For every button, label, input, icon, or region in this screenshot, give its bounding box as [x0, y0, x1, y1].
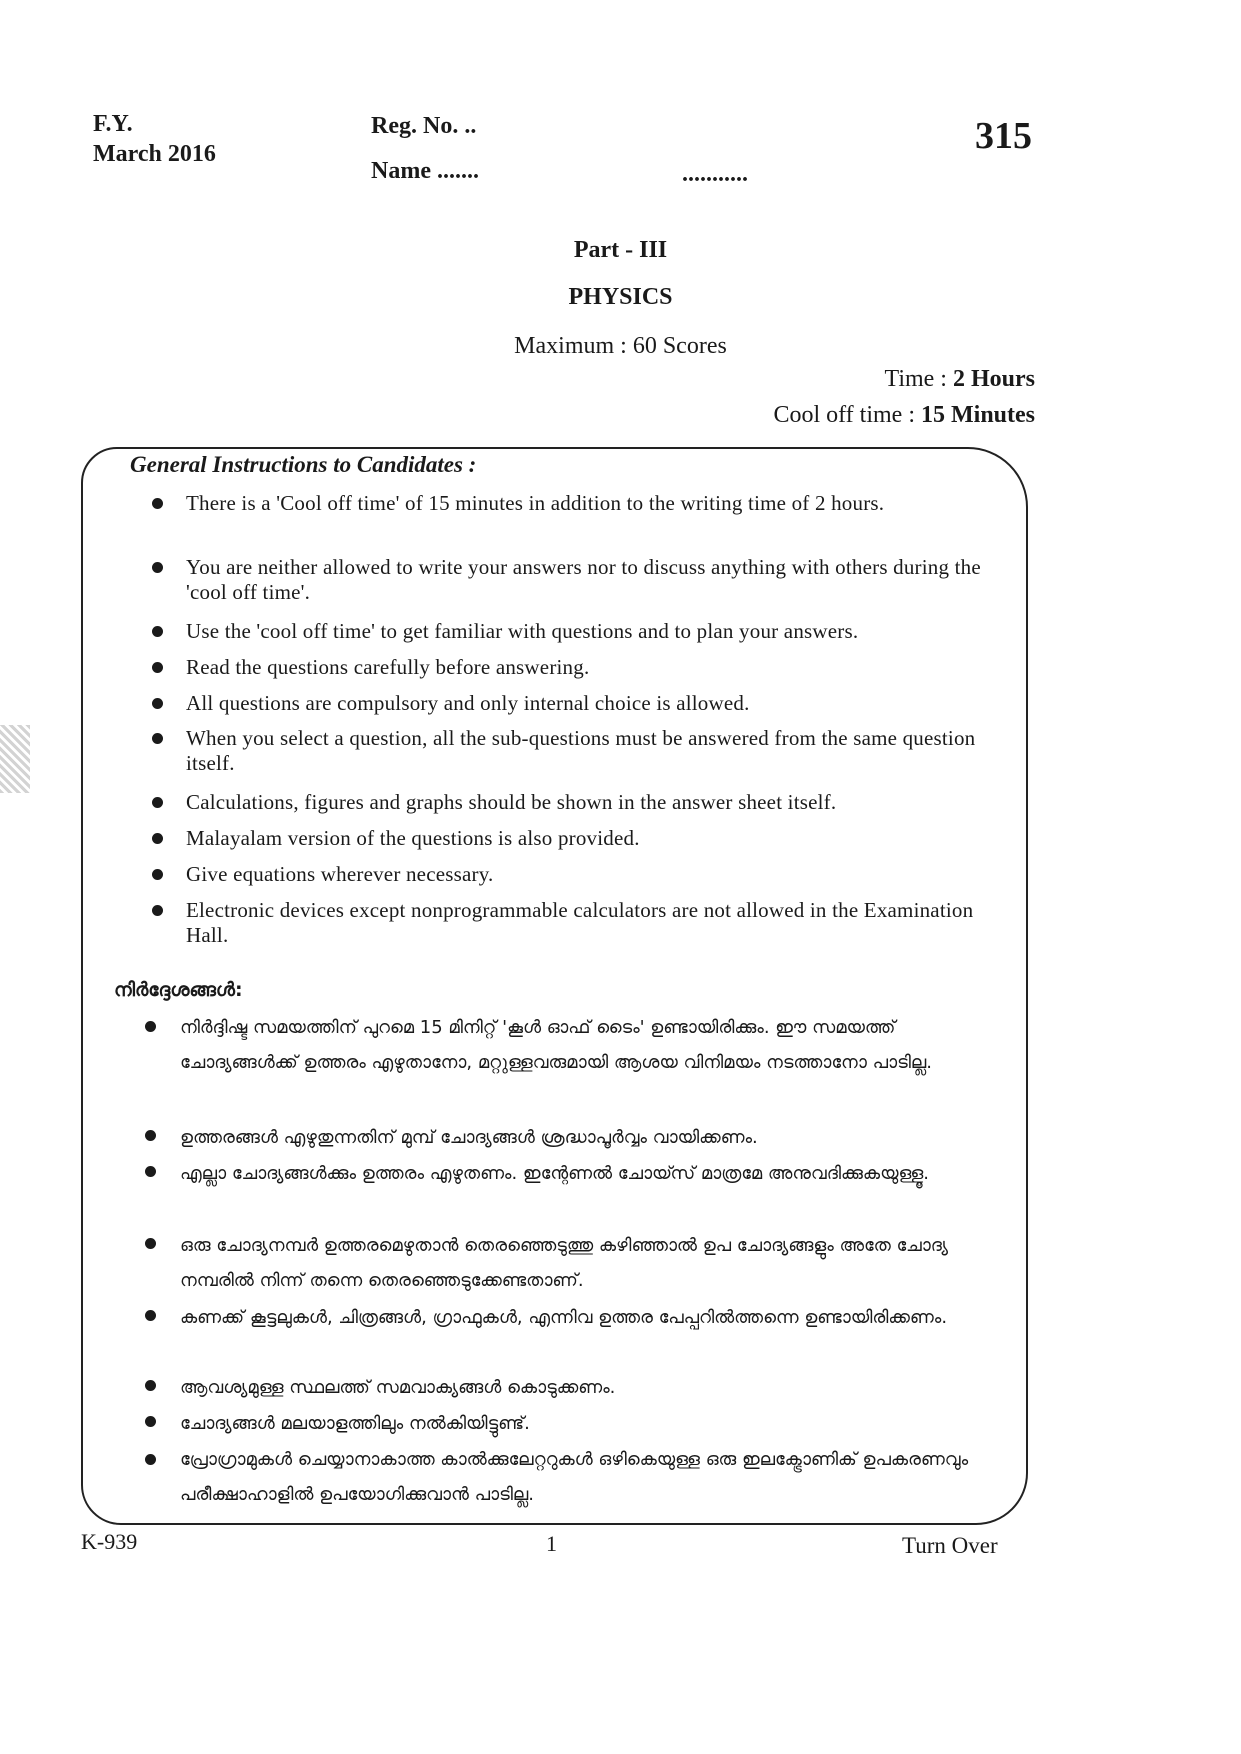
- reg-no-label: Reg. No. ..: [371, 113, 477, 139]
- name-label: Name .......: [371, 158, 479, 184]
- instruction-item: എല്ലാ ചോദ്യങ്ങൾക്കും ഉത്തരം എഴുതണം. ഇന്റേണൽ ചോയ്സ് മാത്രമേ അനുവദിക്കുകയുള്ളൂ.: [180, 1163, 930, 1184]
- bullet-icon: [152, 498, 163, 509]
- bullet-icon: [145, 1130, 156, 1141]
- part-title: Part - III: [573, 237, 668, 263]
- bullet-icon: [145, 1380, 156, 1391]
- instruction-item: Electronic devices except nonprogrammable calculators are not allowed in the Examination Hall.: [186, 898, 974, 947]
- bullet-icon: [152, 905, 163, 916]
- instruction-item: ആവശ്യമുള്ള സ്ഥലത്ത് സമവാക്യങ്ങൾ കൊടുക്കണം.: [180, 1377, 616, 1398]
- bullet-icon: [152, 662, 163, 673]
- maximum-score: Maximum : 60 Scores: [514, 333, 727, 359]
- paper-code: 315: [975, 115, 1032, 157]
- instruction-item: ചോദ്യങ്ങൾ മലയാളത്തിലും നൽകിയിട്ടുണ്ട്.: [180, 1413, 530, 1434]
- footer-paper-code: K-939: [81, 1529, 138, 1554]
- bullet-icon: [152, 626, 163, 637]
- name-dots: ...........: [682, 161, 748, 187]
- subject-title: PHYSICS: [568, 284, 673, 310]
- instruction-item: Calculations, figures and graphs should be shown in the answer sheet itself.: [186, 790, 837, 814]
- instruction-item: നിർദ്ദിഷ്ട സമയത്തിന് പുറമെ 15 മിനിറ്റ് 'കൂൾ ഓഫ് ടൈം' ഉണ്ടായിരിക്കും. ഈ സമയത്ത് ചോദ്യങ്ങൾക്ക് ഉത്തരം എഴുതാനോ, മറ്റുള്ളവരുമായി ആശയ വിനിമയം നടത്താനോ പാടില്ല.: [180, 1017, 932, 1073]
- bullet-icon: [152, 833, 163, 844]
- time-label: Time :: [884, 366, 953, 392]
- bullet-icon: [152, 869, 163, 880]
- bullet-icon: [152, 698, 163, 709]
- instruction-item: When you select a question, all the sub-questions must be answered from the same question itself.: [186, 726, 976, 775]
- page-number: 1: [546, 1531, 557, 1556]
- time-value: 2 Hours: [952, 366, 1035, 392]
- stream-label: F.Y.: [93, 111, 133, 137]
- bullet-icon: [145, 1166, 156, 1177]
- english-instructions-heading: General Instructions to Candidates :: [130, 452, 477, 477]
- instruction-item: Read the questions carefully before answering.: [186, 655, 590, 679]
- instruction-item: ഉത്തരങ്ങൾ എഴുതുന്നതിന് മുമ്പ് ചോദ്യങ്ങൾ ശ്രദ്ധാപൂർവ്വം വായിക്കണം.: [180, 1127, 758, 1148]
- time-allowed: [885, 366, 1036, 393]
- turn-over-label: Turn Over: [902, 1533, 998, 1558]
- bullet-icon: [145, 1238, 156, 1249]
- instruction-item: There is a 'Cool off time' of 15 minutes in addition to the writing time of 2 hours.: [186, 491, 885, 515]
- instruction-item: Malayalam version of the questions is also provided.: [186, 826, 640, 850]
- instruction-item: ഒരു ചോദ്യനമ്പർ ഉത്തരമെഴുതാൻ തെരഞ്ഞെടുത്തു കഴിഞ്ഞാൽ ഉപ ചോദ്യങ്ങളും അതേ ചോദ്യ നമ്പരിൽ നിന്ന് തന്നെ തെരഞ്ഞെടുക്കേണ്ടതാണ്.: [180, 1235, 948, 1291]
- bullet-icon: [145, 1021, 156, 1032]
- bullet-icon: [145, 1454, 156, 1465]
- bullet-icon: [152, 733, 163, 744]
- bullet-icon: [145, 1416, 156, 1427]
- exam-session: March 2016: [93, 141, 216, 167]
- instruction-item: Give equations wherever necessary.: [186, 862, 494, 886]
- bullet-icon: [152, 797, 163, 808]
- instruction-item: കണക്ക് കൂട്ടലുകൾ, ചിത്രങ്ങൾ, ഗ്രാഫുകൾ, എന്നിവ ഉത്തര പേപ്പറിൽത്തന്നെ ഉണ്ടായിരിക്കണം.: [180, 1307, 948, 1328]
- instruction-item: Use the 'cool off time' to get familiar with questions and to plan your answers.: [186, 619, 859, 643]
- instruction-item: പ്രോഗ്രാമുകൾ ചെയ്യാനാകാത്ത കാൽക്കുലേറ്ററുകൾ ഒഴികെയുള്ള ഒരു ഇലക്ട്രോണിക് ഉപകരണവും പരീക്ഷാഹാളിൽ ഉപയോഗിക്കുവാൻ പാടില്ല.: [180, 1449, 969, 1505]
- cool-off-value: 15 Minutes: [921, 402, 1035, 428]
- instruction-item: You are neither allowed to write your answers nor to discuss anything with others during the 'cool off time'.: [186, 555, 981, 604]
- cool-off-time: [773, 402, 1035, 429]
- cool-off-label: Cool off time :: [773, 402, 921, 428]
- malayalam-instructions-heading: നിർദ്ദേശങ്ങൾ:: [114, 979, 243, 1001]
- scan-artifact: [0, 725, 30, 793]
- instruction-item: All questions are compulsory and only internal choice is allowed.: [186, 691, 750, 715]
- bullet-icon: [152, 562, 163, 573]
- bullet-icon: [145, 1310, 156, 1321]
